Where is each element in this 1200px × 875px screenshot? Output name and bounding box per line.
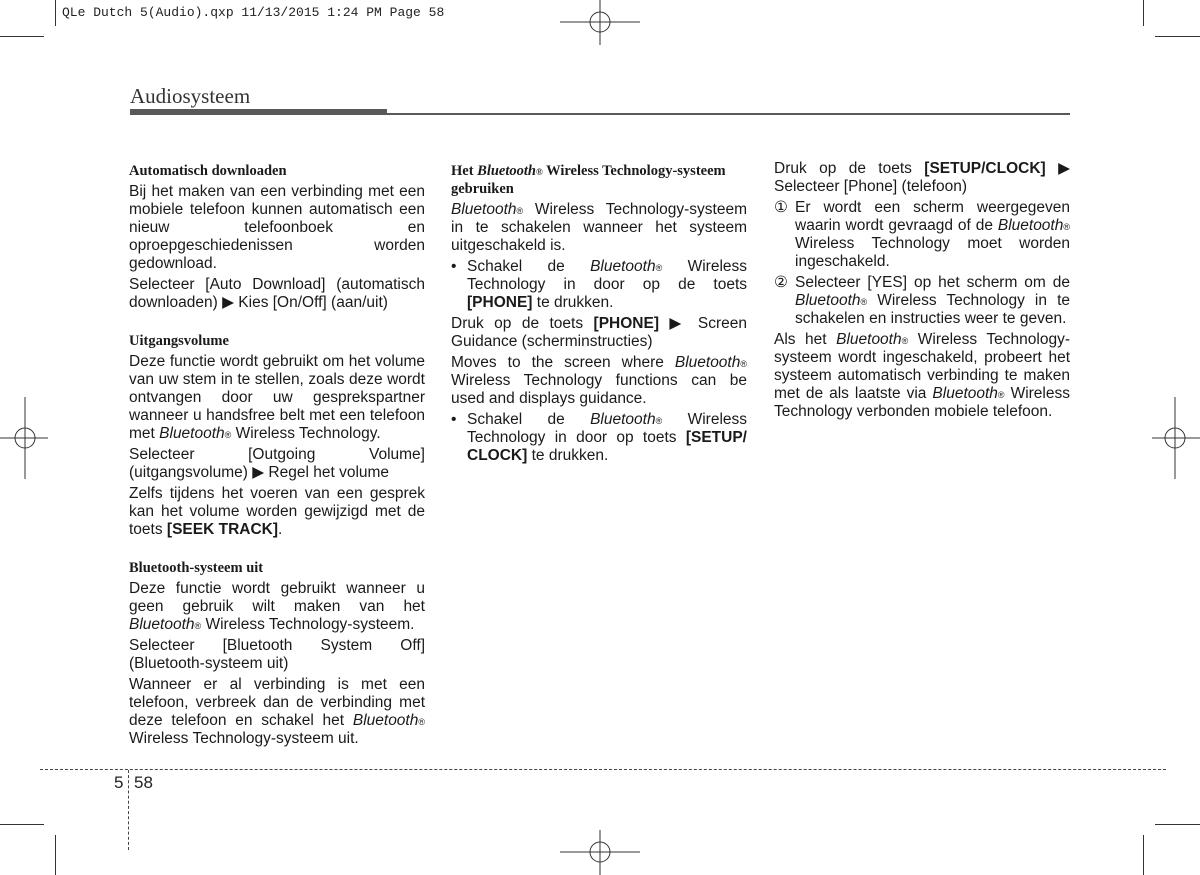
page-number: 58: [134, 773, 153, 792]
column-2: [451, 160, 747, 468]
header-rule-thin: [387, 113, 1070, 115]
paragraph: Deze functie wordt gebruikt om het volume van uw stem in te stellen, zoals deze wordt ontvangen door uw gesprekspartner wanneer u handsfree belt met een telefoon met Bluetooth® Wireless Technology.: [129, 353, 425, 442]
crop-mark: [1155, 824, 1200, 825]
paragraph: Bluetooth® Wireless Technology-systeem in te schakelen wanneer het systeem uitgeschakeld is.: [451, 201, 747, 254]
heading-outgoing-volume: Uitgangsvolume: [129, 333, 229, 349]
column-1: [129, 160, 425, 751]
paragraph: Selecteer [Auto Download] (automatisch downloaden) ▶ Kies [On/Off] (aan/uit): [129, 276, 425, 311]
heading-auto-download: Automatisch downloaden: [129, 163, 287, 179]
list-item: • Schakel de Bluetooth® Wireless Technology in door op de toets [PHONE] te drukken.: [451, 258, 748, 311]
paragraph: Druk op de toets [PHONE] ▶ Screen Guidance (scherminstructies): [451, 315, 747, 350]
paragraph: Bij het maken van een verbinding met een mobiele telefoon kunnen automatisch een nieuw telefoonboek en oproepgeschiedenissen worden gedownload.: [129, 183, 425, 272]
key-seek-track: [SEEK TRACK]: [166, 521, 279, 538]
paragraph: Selecteer [Outgoing Volume] (uitgangsvolume) ▶ Regel het volume: [129, 446, 425, 481]
paragraph: Selecteer [Bluetooth System Off] (Bluetooth-systeem uit): [129, 637, 425, 672]
column-3: [774, 160, 1070, 424]
print-header: QLe Dutch 5(Audio).qxp 11/13/2015 1:24 PM Page 58: [62, 5, 445, 20]
paragraph: Als het Bluetooth® Wireless Technology-systeem wordt ingeschakeld, probeert het systeem automatisch verbinding te maken met de als laatste via Bluetooth® Wireless Technology verbonden mobiele telefoon.: [774, 331, 1070, 420]
heading-bluetooth-off: Bluetooth-systeem uit: [129, 560, 264, 576]
crop-mark: [0, 36, 44, 37]
crop-mark: [1155, 36, 1200, 37]
crop-mark: [55, 835, 56, 875]
registration-mark-left: [0, 397, 48, 479]
crop-mark: [0, 824, 44, 825]
footer-dashed-rule: [40, 769, 1166, 770]
paragraph: Zelfs tijdens het voeren van een gesprek kan het volume worden gewijzigd met de toets [SEEK TRACK].: [129, 485, 425, 538]
paragraph: Druk op de toets [SETUP/CLOCK] ▶ Selecteer [Phone] (telefoon): [774, 160, 1070, 195]
key-setup-clock: [SETUP/CLOCK]: [924, 160, 1046, 177]
footer-dashed-divider: [128, 770, 129, 850]
chapter-number: 5: [114, 773, 124, 792]
key-phone: [PHONE]: [467, 294, 533, 311]
registration-mark-bottom: [560, 830, 640, 875]
paragraph: Moves to the screen where Bluetooth® Wireless Technology functions can be used and displays guidance.: [451, 354, 747, 407]
list-item: • Schakel de Bluetooth® Wireless Technology in door op toets [SETUP/ CLOCK] te drukken.: [451, 411, 748, 464]
paragraph: Deze functie wordt gebruikt wanneer u geen gebruik wilt maken van het Bluetooth® Wireless Technology-systeem.: [129, 580, 425, 633]
paragraph: Wanneer er al verbinding is met een telefoon, verbreek dan de verbinding met deze telefoon en schakel het Bluetooth® Wireless Technology-systeem uit.: [129, 676, 425, 747]
step-1: ① Er wordt een scherm weergegeven waarin wordt gevraagd of de Bluetooth® Wireless Technology moet worden ingeschakeld.: [774, 199, 1070, 270]
header-rule-thick: [130, 109, 387, 115]
step-2: ② Selecteer [YES] op het scherm om de Bluetooth® Wireless Technology in te schakelen en instructies weer te geven.: [774, 274, 1070, 327]
section-title: Audiosysteem: [130, 84, 251, 108]
heading-bluetooth-use: Het Bluetooth® Wireless Technology-systeem gebruiken: [451, 163, 726, 197]
registration-mark-right: [1152, 397, 1200, 479]
crop-mark: [1143, 835, 1144, 875]
key-setup-clock: [SETUP/ CLOCK]: [467, 429, 747, 464]
crop-mark: [55, 0, 56, 26]
crop-mark: [1143, 0, 1144, 26]
registration-mark-top: [560, 0, 640, 45]
